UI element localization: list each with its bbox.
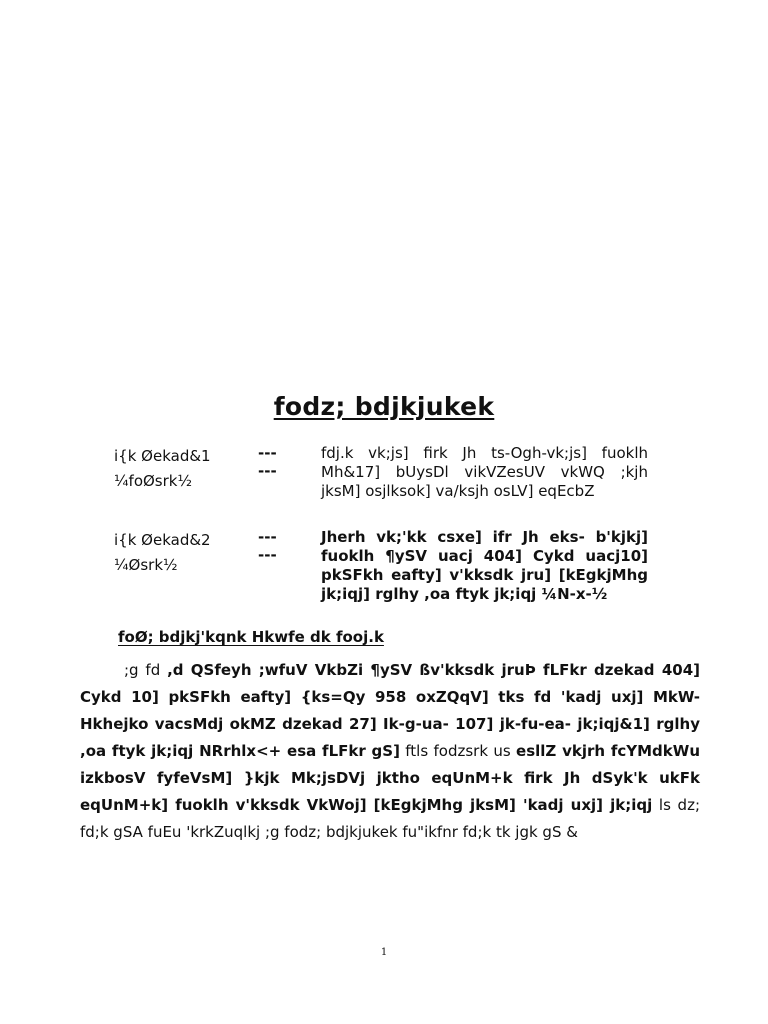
document-title: fodz; bdjkjukek [273,392,495,421]
party-1-dash-2: --- [258,462,277,480]
party-2-dashes [258,528,298,564]
party-2-dash-2: --- [258,546,277,564]
paragraph-intro: ;g fd [124,661,168,679]
party-2-label [114,528,254,578]
property-description-heading: foØ; bdjkj'kqnk Hkwfe dk fooj.k [118,628,384,646]
party-2-details: Jherh vk;'kk csxe] ifr Jh eks- b'kjkj] fuoklh ¶ySV uacj 404] Cykd uacj10] pkSFkh eafty] v'kksdk jru] [kEgkjMhg jk;iqj] rglhy ,oa ftyk jk;iqj ¼N-x-½ [321,528,648,603]
party-1-label [114,444,254,494]
party-2-role: ¼Øsrk½ [114,556,178,574]
paragraph-property-details: ,d QSfeyh ;wfuV VkbZi ¶ySV ßv'kksdk jruÞ fLFkr dzekad 404] Cykd 10] pkSFkh eafty] {ks=Qy 958 oxZQqV] tks fd 'kadj uxj] MkW- Hkhejko vacsMdj okMZ dzekad 27] Ik-g-ua- 107] jk-fu-ea- jk;iqj&1] rglhy ,oa ftyk jk;iqj NRrhlx<+ esa fLFkr gS] [80,661,700,760]
party-1-dash-1: --- [258,444,277,462]
paragraph-connector: ftls fodzsrk us [399,742,517,760]
party-1-role: ¼foØsrk½ [114,472,193,490]
party-2-dash-1: --- [258,528,277,546]
party-1-dashes [258,444,298,480]
paragraph-seller-details: esllZ vkjrh fcYMdkWu izkbosV fyfeVsM] }kjk Mk;jsDVj jktho eqUnM+k firk Jh dSyk'k ukFk eqUnM+k] fuoklh v'kksdk VkWoj] [kEgkjMhg jksM] 'kadj uxj] jk;iqj [80,742,700,814]
party-1-number: i{k Øekad&1 [114,447,211,465]
page-number: 1 [380,947,388,958]
paragraph-closing: ls dz; fd;k gSA fuEu 'krkZuqlkj ;g fodz; bdjkjukek fu"ikfnr fd;k tk jgk gS & [80,796,700,841]
party-2-number: i{k Øekad&2 [114,531,211,549]
party-1-details: fdj.k vk;js] firk Jh ts-Ogh-vk;js] fuoklh Mh&17] bUysDl vikVZesUV vkWQ ;kjh jksM] osjlksok] va/ksjh osLV] eqEcbZ [321,444,648,500]
property-description-paragraph [80,657,700,846]
